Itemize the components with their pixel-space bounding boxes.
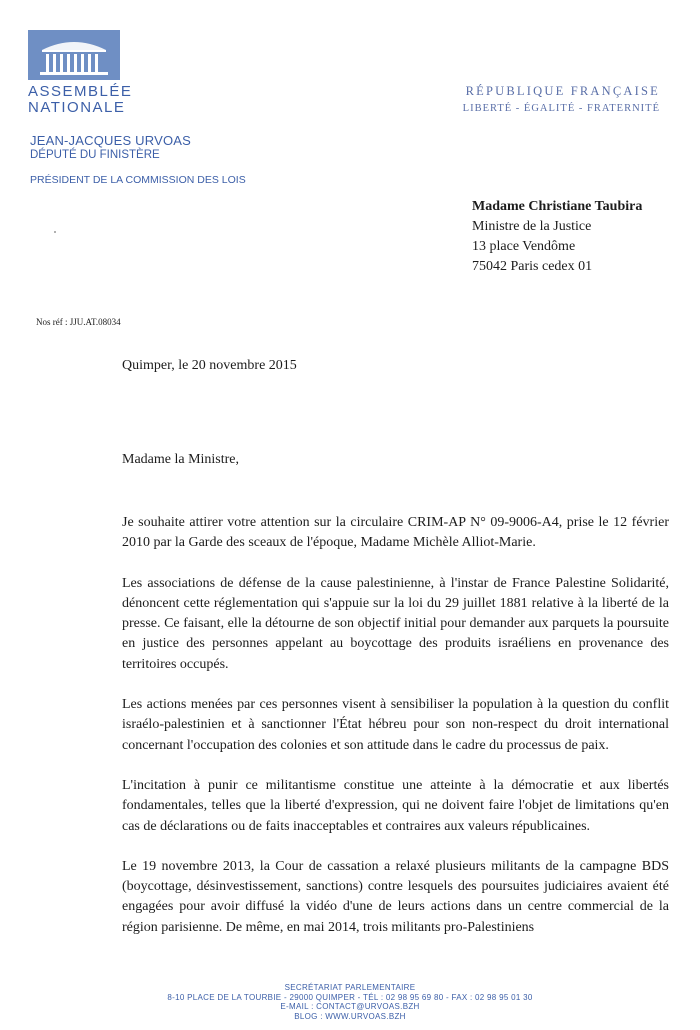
paragraph: Les associations de défense de la cause palestinienne, à l'instar de France Palestine Solidarité, dénoncent cette réglementation qui s'appuie sur la loi du 29 juillet 1881 relative à la liberté de la presse. Ce faisant, elle la détourne de son objectif initial pour demander aux parquets la poursuite en justice des personnes appelant au boycottage des produits israéliens en provenance des territoires occupés. — [122, 575, 669, 672]
logo-line-2: NATIONALE — [28, 99, 126, 116]
footer-line-2: 8-10 PLACE DE LA TOURBIE - 29000 QUIMPER - TÉL : 02 98 95 69 80 - FAX : 02 98 95 01 30 — [167, 992, 533, 1002]
deputy-name: JEAN-JACQUES URVOAS — [30, 133, 192, 148]
footer-line-1: SECRÉTARIAT PARLEMENTAIRE — [284, 983, 416, 992]
president-title: PRÉSIDENT DE LA COMMISSION DES LOIS — [30, 174, 246, 186]
scan-speck — [54, 231, 56, 233]
salutation: Madame la Ministre, — [122, 452, 240, 467]
parliament-building-icon — [28, 30, 120, 80]
paragraph: L'incitation à punir ce militantisme constitue une atteinte à la démocratie et aux libertés fondamentales, telles que la liberté d'expression, qui ne doivent faire l'objet de limitations qu'en cas de déclarations ou de faits inacceptables et contraires aux valeurs républicaines. — [122, 777, 669, 834]
assemblee-nationale-logo — [28, 30, 133, 116]
letter-footer — [0, 983, 700, 1021]
republic-title: RÉPUBLIQUE FRANÇAISE — [465, 84, 660, 98]
recipient-line-1: Ministre de la Justice — [472, 219, 592, 234]
recipient-line-2: 13 place Vendôme — [472, 239, 576, 254]
recipient-name: Madame Christiane Taubira — [472, 199, 643, 214]
letter-body — [122, 513, 669, 958]
paragraph: Les actions menées par ces personnes visent à sensibiliser la population à la question du conflit israélo-palestinien et à sanctionner l'État hébreu pour son non-respect du droit international concernant l'occupation des colonies et son attitude dans le cadre du processus de paix. — [122, 697, 669, 753]
footer-blog: BLOG : WWW.URVOAS.BZH — [294, 1011, 406, 1021]
letter-date: Quimper, le 20 novembre 2015 — [122, 358, 297, 373]
reference-number: Nos réf : JJU.AT.08034 — [36, 317, 121, 327]
republic-motto: LIBERTÉ - ÉGALITÉ - FRATERNITÉ — [462, 103, 660, 114]
recipient-address — [472, 197, 642, 277]
paragraph: Le 19 novembre 2013, la Cour de cassation a relaxé plusieurs militants de la campagne BDS (boycottage, désinvestissement, sanctions) contre lesquels des poursuites judiciaires avaient été engagées pour avoir diffusé la vidéo d'une de leurs actions dans un centre commercial de la région parisienne. De même, en mai 2014, trois militants pro-Palestiniens — [122, 858, 669, 935]
deputy-block — [30, 133, 191, 161]
logo-line-1: ASSEMBLÉE — [28, 83, 133, 100]
paragraph: Je souhaite attirer votre attention sur la circulaire CRIM-AP N° 09-9006-A4, prise le 12 février 2010 par la Garde des sceaux de l'époque, Madame Michèle Alliot-Marie. — [122, 515, 669, 551]
republic-header — [463, 84, 660, 114]
deputy-title: DÉPUTÉ DU FINISTÈRE — [30, 149, 160, 161]
footer-email: E-MAIL : CONTACT@URVOAS.BZH — [280, 1002, 420, 1011]
recipient-line-3: 75042 Paris cedex 01 — [472, 259, 593, 274]
